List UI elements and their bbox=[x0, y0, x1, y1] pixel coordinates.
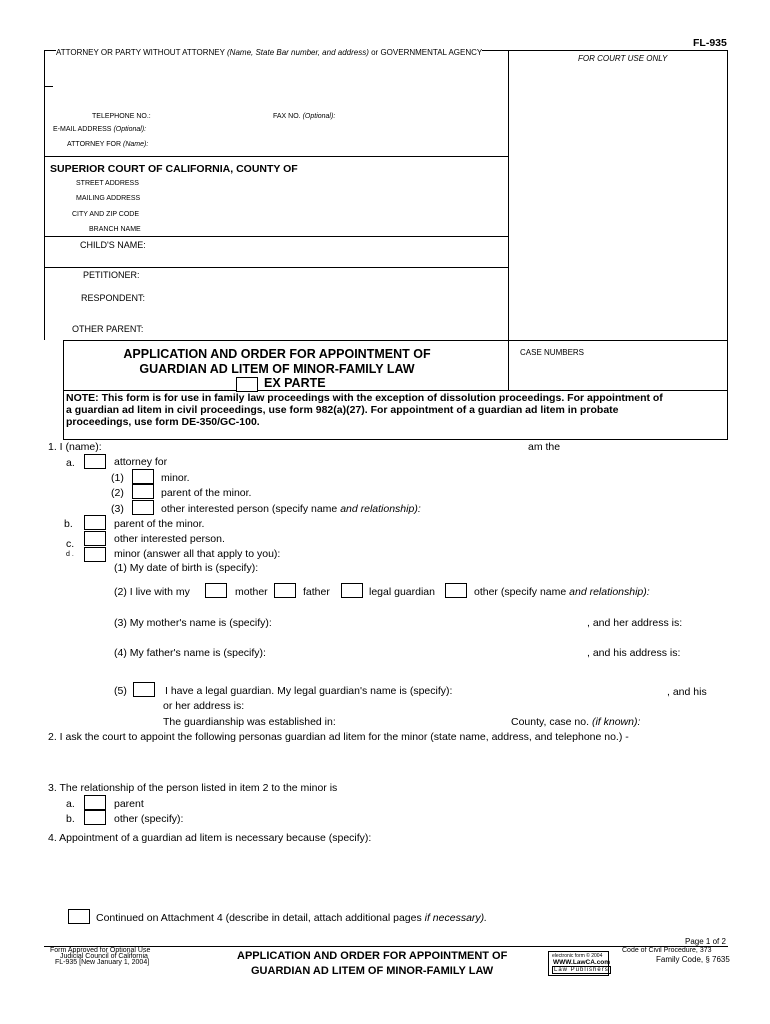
continued-attachment-text: Continued on Attachment 4 (describe in detail, attach additional pages if necessary). bbox=[96, 912, 488, 924]
fax-label: FAX NO. (Optional): bbox=[273, 113, 336, 120]
item1a3-number: (3) bbox=[111, 503, 124, 515]
note-line-1: NOTE: This form is for use in family law proceedings with the exception of dissolution proceedings. For appointment of bbox=[66, 392, 663, 404]
other-parent-label: OTHER PARENT: bbox=[72, 324, 144, 334]
other-relationship-checkbox[interactable] bbox=[84, 810, 106, 825]
parent-of-minor-checkbox[interactable] bbox=[132, 484, 154, 499]
attorney-for-checkbox[interactable] bbox=[84, 454, 106, 469]
mailing-address-label: MAILING ADDRESS bbox=[76, 195, 141, 202]
approved-line-3: FL-935 [New January 1, 2004] bbox=[55, 959, 150, 966]
continued-attachment-checkbox[interactable] bbox=[68, 909, 90, 924]
item3-label: 3. The relationship of the person listed in item 2 to the minor is bbox=[48, 782, 338, 794]
her-address-label: , and her address is: bbox=[587, 617, 683, 629]
email-label: E-MAIL ADDRESS (Optional): bbox=[53, 126, 147, 133]
am-the-label: am the bbox=[528, 441, 561, 453]
other-interested-person-checkbox[interactable] bbox=[132, 500, 154, 515]
date-of-birth-label: (1) My date of birth is (specify): bbox=[114, 562, 259, 574]
parent-relationship-text: parent bbox=[114, 798, 144, 810]
mothers-name-label: (3) My mother's name is (specify): bbox=[114, 617, 272, 629]
mother-label: mother bbox=[235, 586, 268, 598]
item4-label: 4. Appointment of a guardian ad litem is necessary because (specify): bbox=[48, 832, 372, 844]
petitioner-label: PETITIONER: bbox=[83, 270, 140, 280]
attorney-for-text: attorney for bbox=[114, 456, 168, 468]
logo-line-3: Law Publishers bbox=[554, 967, 609, 973]
item1b-checkbox[interactable] bbox=[84, 515, 106, 530]
item1a-letter: a. bbox=[66, 457, 75, 469]
item1b-text: parent of the minor. bbox=[114, 518, 205, 530]
logo-line-2: WWW.LawCA.com bbox=[553, 959, 611, 966]
logo-line-1: electronic form © 2004 bbox=[552, 953, 603, 959]
his-address-label: , and his address is: bbox=[587, 647, 681, 659]
footer-title-1: APPLICATION AND ORDER FOR APPOINTMENT OF bbox=[237, 950, 508, 962]
live-with-mother-checkbox[interactable] bbox=[205, 583, 227, 598]
branch-name-label: BRANCH NAME bbox=[89, 226, 141, 233]
minor-text: minor. bbox=[161, 472, 190, 484]
legal-guardian-label: legal guardian bbox=[369, 586, 435, 598]
item1-name-label: 1. I (name): bbox=[48, 441, 102, 453]
parent-of-minor-text: parent of the minor. bbox=[161, 487, 252, 499]
item3b-letter: b. bbox=[66, 813, 75, 825]
ex-parte-label: EX PARTE bbox=[264, 376, 326, 390]
live-with-father-checkbox[interactable] bbox=[274, 583, 296, 598]
street-address-label: STREET ADDRESS bbox=[76, 180, 139, 187]
footer-title-2: GUARDIAN AD LITEM OF MINOR-FAMILY LAW bbox=[251, 965, 494, 977]
code-civil-procedure: Code of Civil Procedure, 373 bbox=[622, 947, 712, 954]
parent-relationship-checkbox[interactable] bbox=[84, 795, 106, 810]
and-his-label: , and his bbox=[667, 686, 707, 698]
city-zip-label: CITY AND ZIP CODE bbox=[72, 211, 140, 218]
item1c-checkbox[interactable] bbox=[84, 531, 106, 546]
childs-name-label: CHILD'S NAME: bbox=[80, 240, 146, 250]
page-number: Page 1 of 2 bbox=[685, 937, 726, 946]
item2-label: 2. I ask the court to appoint the following personas guardian ad litem for the minor (state name, address, and telephone no.) - bbox=[48, 731, 629, 743]
minor-checkbox[interactable] bbox=[132, 469, 154, 484]
live-with-other-checkbox[interactable] bbox=[445, 583, 467, 598]
ex-parte-checkbox[interactable] bbox=[236, 377, 258, 392]
legal-guardian-name-label: I have a legal guardian. My legal guardian's name is (specify): bbox=[165, 685, 453, 697]
other-specify-label: other (specify name and relationship): bbox=[474, 586, 650, 598]
note-line-3: proceedings, use form DE-350/GC-100. bbox=[66, 416, 260, 428]
guardianship-established-label: The guardianship was established in: bbox=[163, 716, 336, 728]
caption-line-2: GUARDIAN AD LITEM OF MINOR-FAMILY LAW bbox=[139, 362, 415, 376]
item1c-letter: c. bbox=[66, 538, 75, 550]
legal-guardian-checkbox[interactable] bbox=[133, 682, 155, 697]
other-interested-text: other interested person (specify name and relationship): bbox=[161, 503, 421, 515]
live-with-legal-guardian-checkbox[interactable] bbox=[341, 583, 363, 598]
other-relationship-text: other (specify): bbox=[114, 813, 184, 825]
caption-line-1: APPLICATION AND ORDER FOR APPOINTMENT OF bbox=[123, 347, 431, 361]
live-with-label: (2) I live with my bbox=[114, 586, 190, 598]
item1d-text: minor (answer all that apply to you): bbox=[114, 548, 281, 560]
item1a1-number: (1) bbox=[111, 472, 124, 484]
court-use-label: FOR COURT USE ONLY bbox=[578, 54, 668, 63]
item3a-letter: a. bbox=[66, 798, 75, 810]
publisher-logo bbox=[548, 951, 609, 976]
respondent-label: RESPONDENT: bbox=[81, 293, 146, 303]
family-code: Family Code, § 7635 bbox=[656, 955, 730, 964]
item1a2-number: (2) bbox=[111, 487, 124, 499]
attorney-label: ATTORNEY OR PARTY WITHOUT ATTORNEY (Name, State Bar number, and address) or GOVERNMENTAL AGENCY bbox=[56, 48, 483, 57]
item1c-text: other interested person. bbox=[114, 533, 225, 545]
county-case-label: County, case no. (if known): bbox=[511, 716, 641, 728]
form-number: FL-935 bbox=[693, 37, 727, 49]
case-numbers-label: CASE NUMBERS bbox=[520, 348, 585, 357]
item1b-letter: b. bbox=[64, 518, 73, 530]
approved-line-1: Form Approved for Optional Use bbox=[50, 947, 151, 954]
court-title: SUPERIOR COURT OF CALIFORNIA, COUNTY OF bbox=[50, 163, 298, 175]
item1d-checkbox[interactable] bbox=[84, 547, 106, 562]
item1d-letter: d . bbox=[66, 551, 74, 558]
item1d5-number: (5) bbox=[114, 685, 127, 697]
telephone-label: TELEPHONE NO.: bbox=[92, 113, 151, 120]
fathers-name-label: (4) My father's name is (specify): bbox=[114, 647, 266, 659]
guardian-address-label: or her address is: bbox=[163, 700, 245, 712]
attorney-for-label: ATTORNEY FOR (Name): bbox=[67, 141, 149, 148]
note-line-2: a guardian ad litem in civil proceedings, use form 982(a)(27). For appointment of a guardian ad litem in probate bbox=[66, 404, 619, 416]
approved-line-2: Judicial Council of California bbox=[60, 953, 148, 960]
father-label: father bbox=[303, 586, 330, 598]
